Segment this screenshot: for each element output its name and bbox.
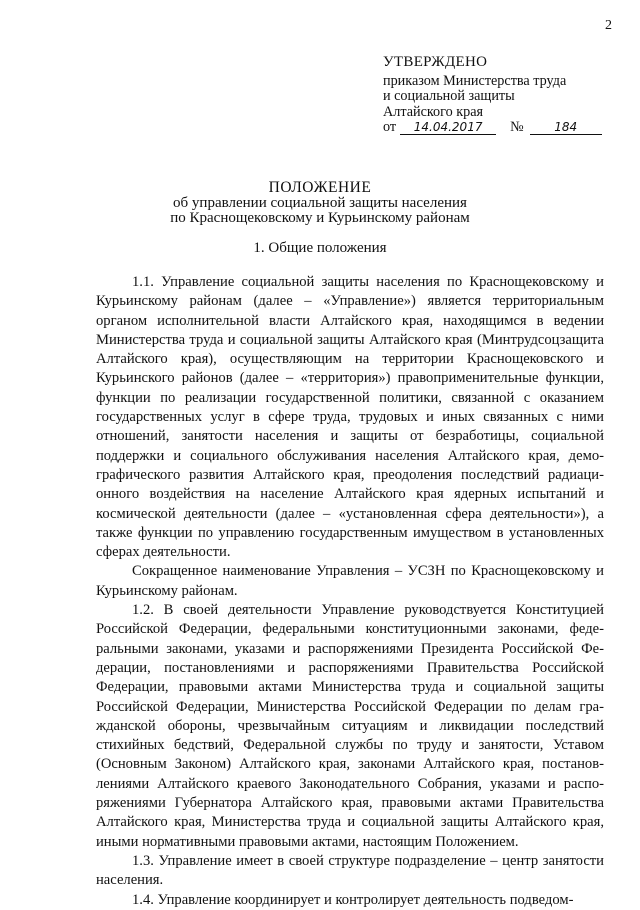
approval-date-row: [383, 120, 602, 136]
document-title: ПОЛОЖЕНИЕ: [268, 179, 372, 196]
handwritten-order-number: 184: [530, 121, 602, 135]
date-prefix: от: [383, 119, 397, 135]
page-number: 2: [605, 18, 612, 33]
approval-line-3: Алтайского края: [383, 103, 484, 120]
document-title-block: [0, 180, 640, 227]
paragraph: 1.2. В своей деятельности Управление руководствуется Конституцией Российской Федерации, федеральными конституционными законами, федеральными законами, указами и распоряжениями Президента Российской Федерации, постановлениями и распоряжениями Правительства Российской Федерации, правовыми актами Министерства труда и социальной защиты Российской Федерации, Министерства Российской Федерации по делам гражданской обороны, чрезвычайным ситуациям и ликвидации последствий стихийных бедствий, Федеральной службы по труду и занятости, Уставом (Основным Законом) Алтайского края, законами Алтайского края, постановлениями Алтайского краевого Законодательного Собрания, указами и распоряжениями Губернатора Алтайского края, правовыми актами Правительства Алтайского края, Министерства труда и социальной защиты Алтайского края, иными нормативными правовыми актами, настоящим Положением.: [96, 602, 604, 850]
document-subtitle-line-2: по Краснощековскому и Курьинскому районам: [170, 210, 470, 227]
approval-line-2: и социальной защиты: [383, 88, 515, 104]
handwritten-date: 14.04.2017: [400, 121, 496, 135]
body-text: [96, 273, 604, 910]
paragraph: 1.3. Управление имеет в своей структуре подразделение – центр занятости населения.: [96, 852, 604, 889]
approval-stamp-block: [383, 55, 602, 136]
section-heading: 1. Общие положения: [253, 240, 387, 256]
paragraph: Сокращенное наименование Управления – УСЗН по Краснощековскому и Курьинскому районам.: [96, 563, 604, 599]
document-subtitle-line-1: об управлении социальной защиты населения: [173, 194, 467, 211]
approval-line-1: приказом Министерства труда: [383, 72, 567, 89]
approval-heading: УТВЕРЖДЕНО: [383, 54, 488, 70]
paragraph: 1.4. Управление координирует и контролирует деятельность подведом-: [132, 891, 574, 908]
number-prefix: №: [510, 119, 524, 135]
paragraph: 1.1. Управление социальной защиты населения по Краснощековскому и Курьинскому районам (далее – «Управление») является территориальным органом исполнительной власти Алтайского края, находящимся в ведении Министерства труда и социальной защиты Алтайского края (Минтрудсоцзащита Алтайского края), осуществляющим на территории Краснощековского и Курьинского районов (далее – «территория») правоприменительные функции, функции по реализации государственной политики, связанной с оказанием государственных услуг в сфере труда, трудовых и иных связанных с ними отношений, занятости населения и защиты от безработицы, социальной поддержки и социального обслуживания населения Алтайского края, демографического развития Алтайского края, преодоления последствий радиационного воздействия на население Алтайского края ядерных испытаний и космической деятельности (далее – «установленная сфера деятельности»), а также функции по управлению государственным имуществом в установленных сферах деятельности.: [96, 274, 604, 561]
